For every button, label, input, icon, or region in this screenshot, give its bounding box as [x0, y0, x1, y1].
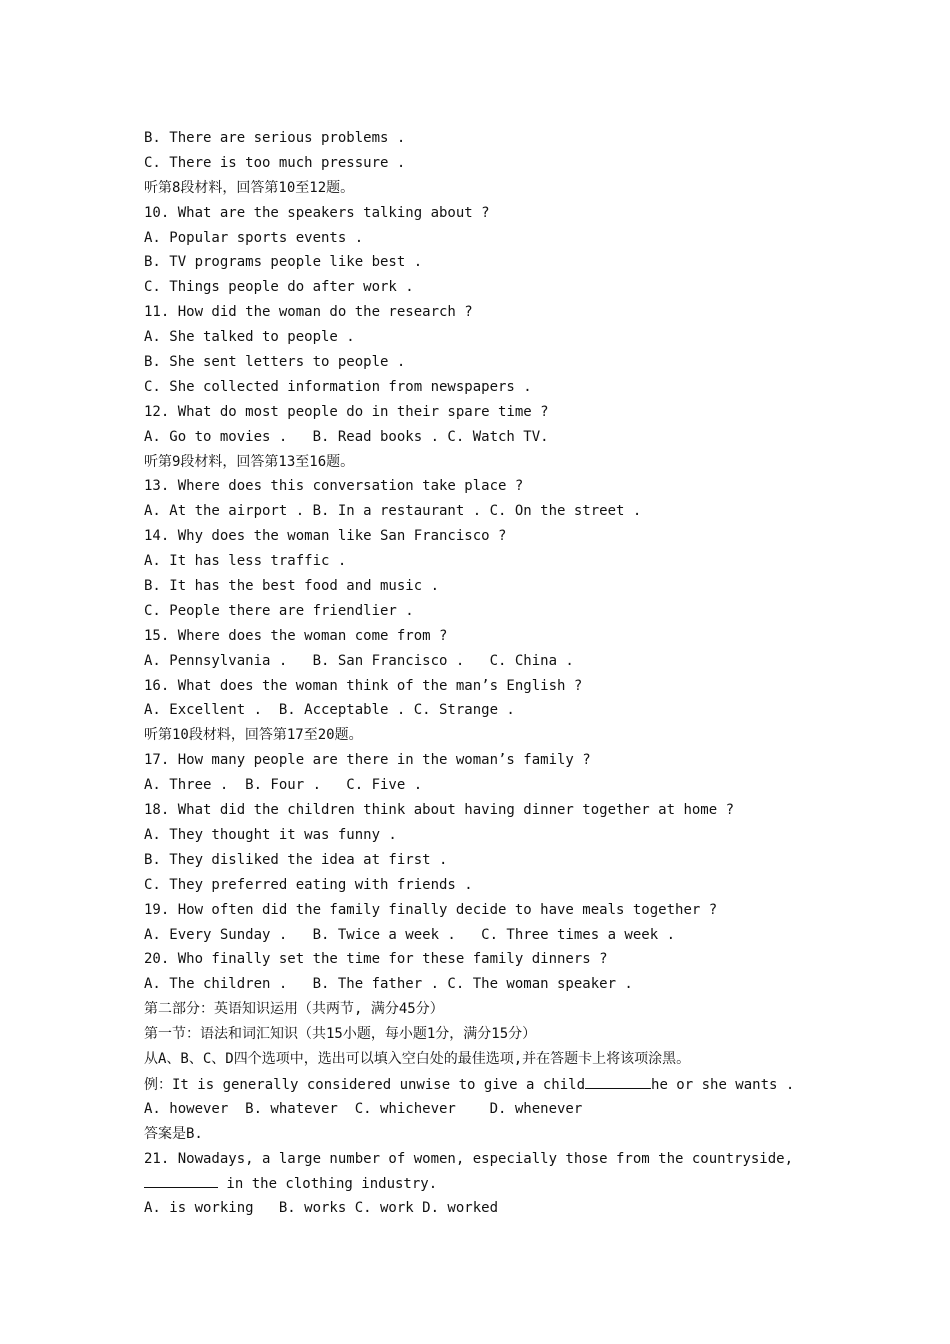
text-line: C. She collected information from newspapers . [144, 378, 532, 395]
question-21-options: A. is working B. works C. work D. worked [144, 1200, 499, 1217]
text-line: A. The children . B. The father . C. The woman speaker . [144, 976, 633, 993]
text-line: A. Excellent . B. Acceptable . C. Strange . [144, 702, 515, 719]
question-10: 10. What are the speakers talking about ? [144, 204, 490, 221]
answer-note: 答案是B. [144, 1125, 203, 1142]
question-11: 11. How did the woman do the research ? [144, 304, 473, 321]
text-line: A. At the airport . B. In a restaurant . C. On the street . [144, 503, 642, 520]
section-heading: 听第9段材料，回答第13至16题。 [144, 453, 355, 470]
text-line: A. Popular sports events . [144, 229, 364, 246]
question-14: 14. Why does the woman like San Francisco ? [144, 528, 507, 545]
answer-blank [144, 1171, 218, 1188]
question-20: 20. Who finally set the time for these family dinners ? [144, 951, 608, 968]
text-line: A. Go to movies . B. Read books . C. Watch TV. [144, 428, 549, 445]
text-line: B. They disliked the idea at first . [144, 851, 448, 868]
text-line: A. Three . B. Four . C. Five . [144, 777, 423, 794]
page-content [144, 126, 824, 1221]
text-line: A. It has less traffic . [144, 553, 347, 570]
question-19: 19. How often did the family finally decide to have meals together ? [144, 901, 718, 918]
question-21: 21. Nowadays, a large number of women, especially those from the countryside, [144, 1150, 794, 1167]
answer-blank [585, 1072, 651, 1089]
text-line: B. TV programs people like best . [144, 254, 423, 271]
part-heading: 第二部分：英语知识运用（共两节, 满分45分） [144, 1001, 444, 1018]
question-16: 16. What does the woman think of the man’s English ? [144, 677, 583, 694]
example-text-before: 例：It is generally considered unwise to give a child [144, 1076, 586, 1093]
question-15: 15. Where does the woman come from ? [144, 627, 448, 644]
text-line: A. Pennsylvania . B. San Francisco . C. China . [144, 652, 574, 669]
text-line: B. There are serious problems . [144, 130, 406, 146]
question-13: 13. Where does this conversation take place ? [144, 478, 524, 495]
section-heading: 听第10段材料，回答第17至20题。 [144, 727, 363, 744]
text-line: C. People there are friendlier . [144, 602, 414, 619]
text-line: C. They preferred eating with friends . [144, 876, 473, 893]
example-options: A. however B. whatever C. whichever D. whenever [144, 1100, 583, 1117]
text-line: B. She sent letters to people . [144, 354, 406, 371]
example-line [144, 1072, 824, 1097]
text-line: C. Things people do after work . [144, 279, 414, 296]
text-line: A. She talked to people . [144, 329, 355, 346]
question-18: 18. What did the children think about having dinner together at home ? [144, 802, 735, 819]
example-text-after: he or she wants . [651, 1076, 795, 1093]
text-line: C. There is too much pressure . [144, 154, 406, 171]
text-line: B. It has the best food and music . [144, 578, 440, 595]
question-21-continued [144, 1171, 824, 1196]
text-line: A. They thought it was funny . [144, 826, 397, 843]
text-line: A. Every Sunday . B. Twice a week . C. Three times a week . [144, 926, 676, 943]
question-12: 12. What do most people do in their spare time ? [144, 403, 549, 420]
question-17: 17. How many people are there in the woman’s family ? [144, 752, 591, 769]
section-heading: 第一节：语法和词汇知识（共15小题，每小题1分，满分15分） [144, 1026, 537, 1043]
section-heading: 听第8段材料，回答第10至12题。 [144, 179, 355, 196]
question-21-text-after: in the clothing industry. [218, 1176, 438, 1193]
instructions: 从A、B、C、D四个选项中，选出可以填入空白处的最佳选项,并在答题卡上将该项涂黑。 [144, 1050, 691, 1067]
